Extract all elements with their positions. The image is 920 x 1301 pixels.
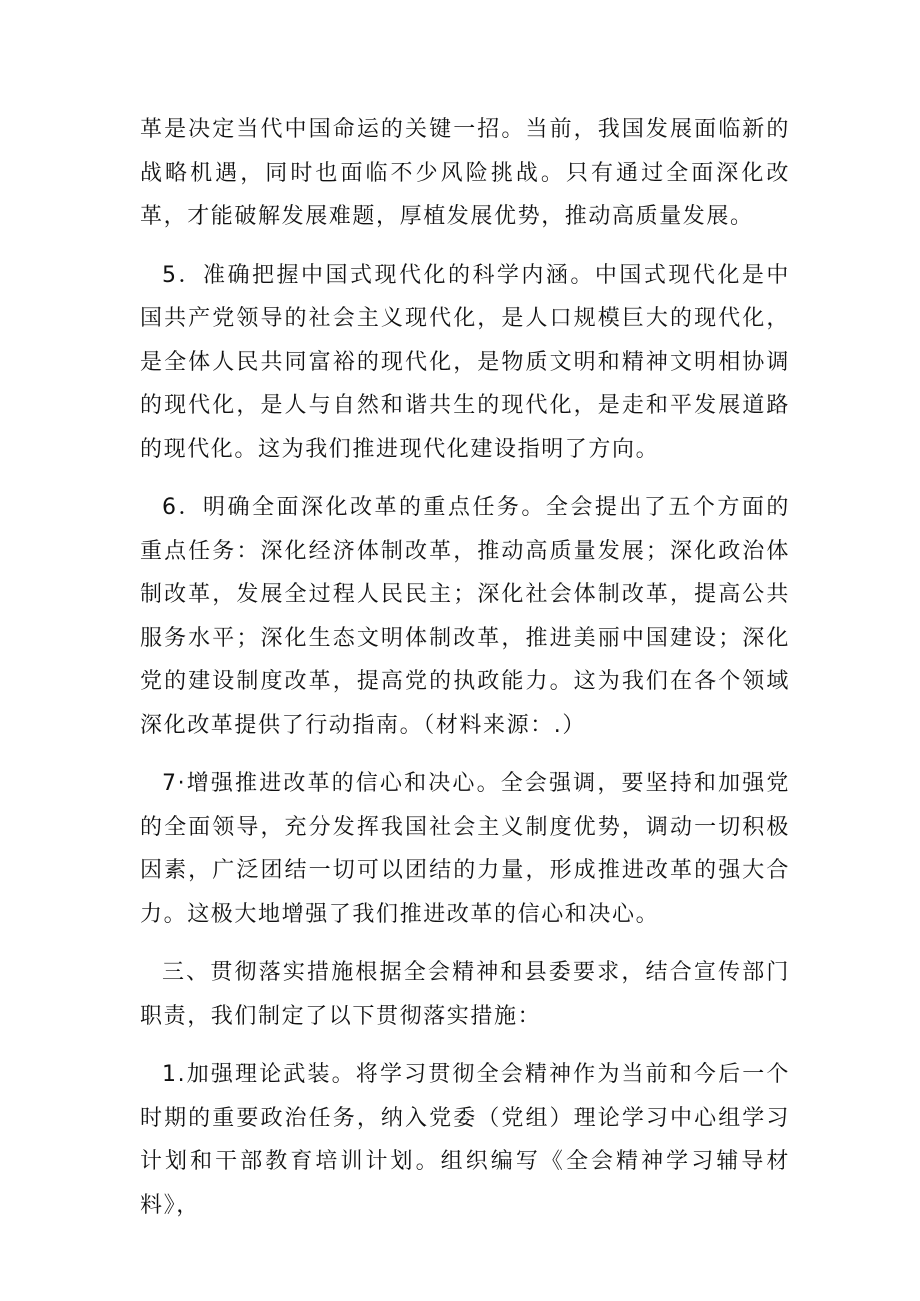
document-body bbox=[140, 108, 790, 1227]
paragraph-item-5: 5．准确把握中国式现代化的科学内涵。中国式现代化是中国共产党领导的社会主义现代化，是人口规模巨大的现代化，是全体人民共同富裕的现代化，是物质文明和精神文明相协调的现代化，是人与自然和谐共生的现代化，是走和平发展道路的现代化。这为我们推进现代化建设指明了方向。 bbox=[140, 262, 790, 462]
section-heading-3: 三、贯彻落实措施根据全会精神和县委要求，结合宣传部门职责，我们制定了以下贯彻落实措施： bbox=[140, 960, 790, 1029]
paragraph-item-6: 6．明确全面深化改革的重点任务。全会提出了五个方面的重点任务：深化经济体制改革，推动高质量发展；深化政治体制改革，发展全过程人民民主；深化社会体制改革，提高公共服务水平；深化生态文明体制改革，推进美丽中国建设；深化党的建设制度改革，提高党的执政能力。这为我们在各个领域深化改革提供了行动指南。（材料来源：.） bbox=[140, 495, 790, 738]
paragraph-measure-1: 1.加强理论武装。将学习贯彻全会精神作为当前和今后一个时期的重要政治任务，纳入党委（党组）理论学习中心组学习计划和干部教育培训计划。组织编写《全会精神学习辅导材料》， bbox=[140, 1062, 790, 1218]
paragraph-continuation: 革是决定当代中国命运的关键一招。当前，我国发展面临新的战略机遇，同时也面临不少风险挑战。只有通过全面深化改革，才能破解发展难题，厚植发展优势，推动高质量发展。 bbox=[140, 117, 790, 229]
paragraph-item-7: 7·增强推进改革的信心和决心。全会强调，要坚持和加强党的全面领导，充分发挥我国社会主义制度优势，调动一切积极因素，广泛团结一切可以团结的力量，形成推进改革的强大合力。这极大地增强了我们推进改革的信心和决心。 bbox=[140, 771, 790, 927]
